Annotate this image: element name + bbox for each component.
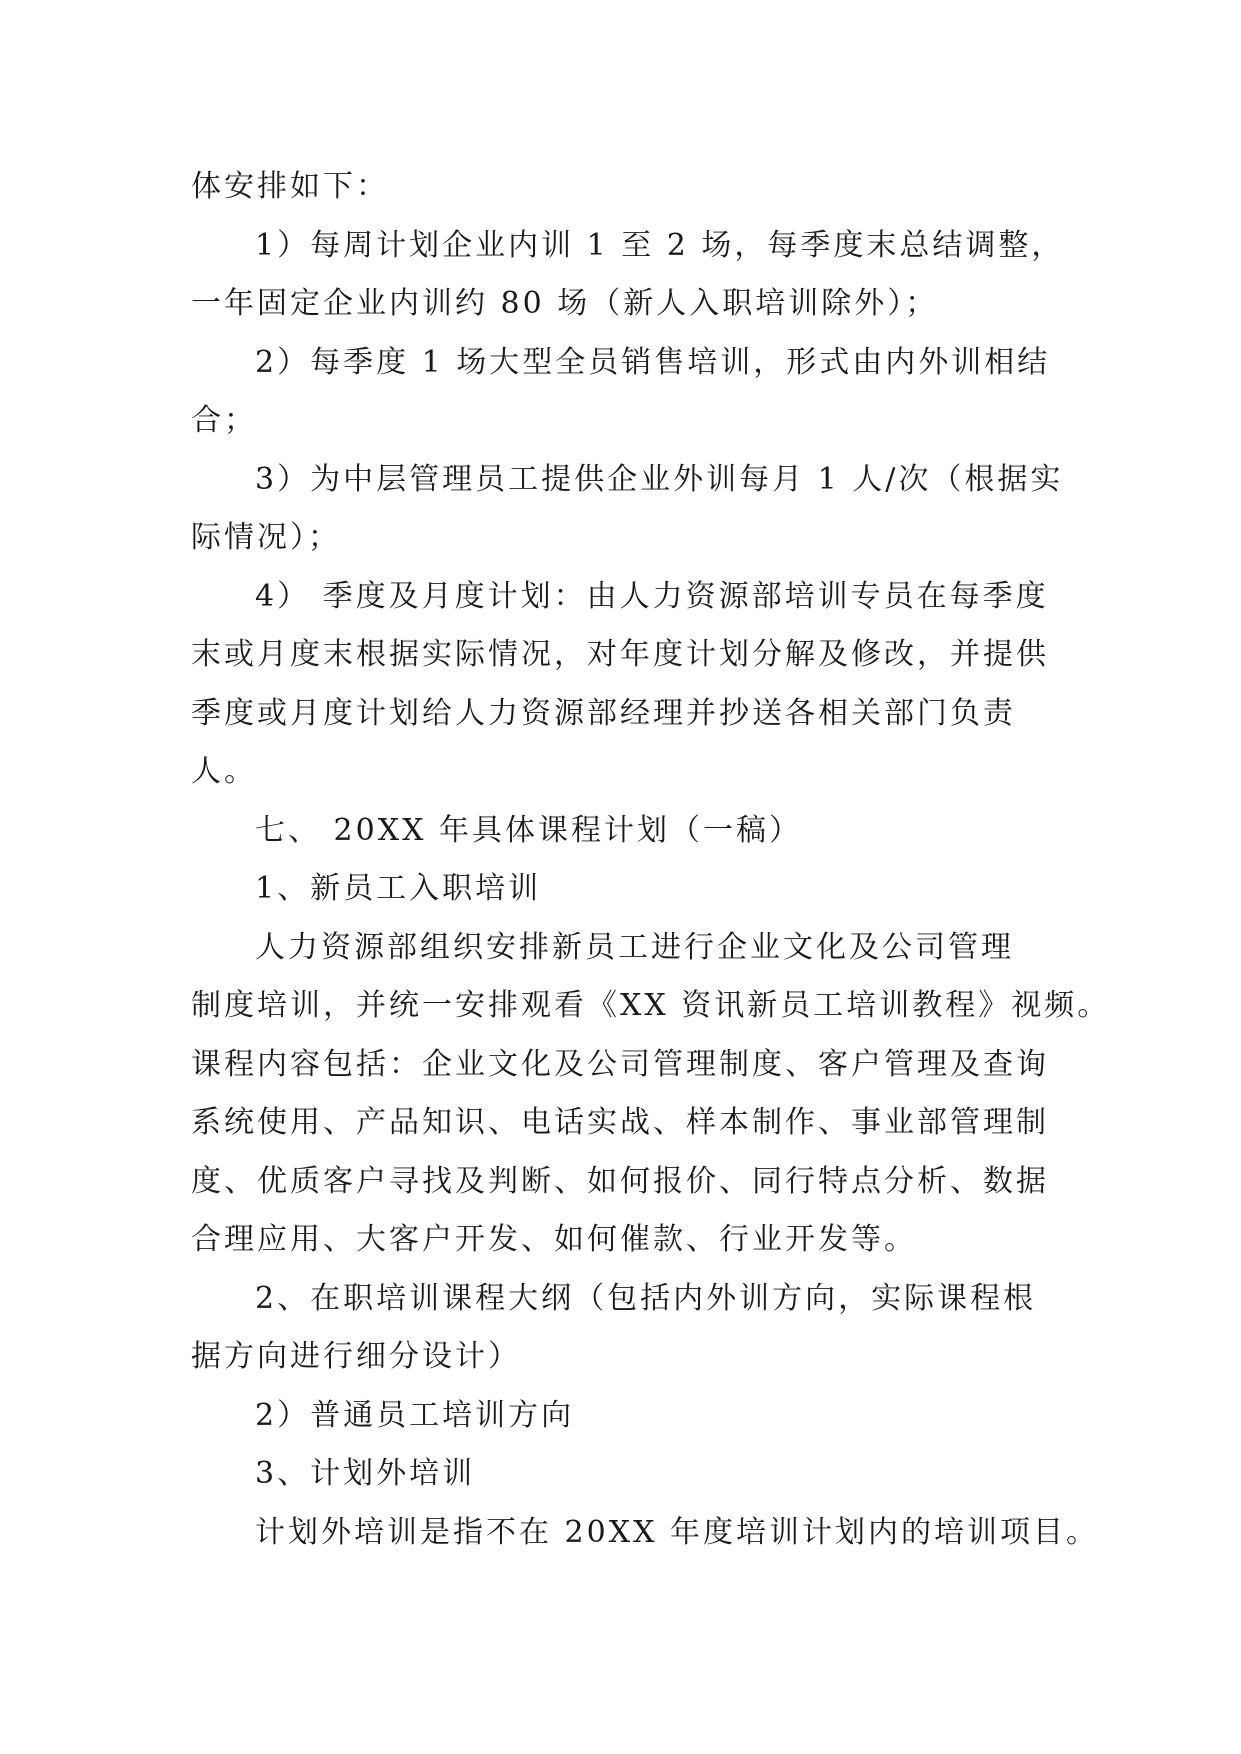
text-line: 制度培训，并统一安排观看《XX 资讯新员工培训教程》视频。 <box>191 988 1111 1023</box>
text-line: 一年固定企业内训约 80 场（新人入职培训除外）； <box>191 286 939 321</box>
text-line: 据方向进行细分设计） <box>191 1339 521 1374</box>
text-line: 体安排如下： <box>191 169 389 204</box>
text-line: 末或月度末根据实际情况，对年度计划分解及修改，并提供 <box>191 637 1049 672</box>
text-line: 际情况）； <box>191 520 341 555</box>
text-line: 计划外培训是指不在 20XX 年度培训计划内的培训项目。 <box>255 1514 1099 1550</box>
document-body <box>191 158 1111 1562</box>
text-line: 人力资源部组织安排新员工进行企业文化及公司管理 <box>255 929 1014 965</box>
text-line: 人。 <box>191 754 257 789</box>
text-line: 季度或月度计划给人力资源部经理并抄送各相关部门负责 <box>191 695 1016 731</box>
text-line: 系统使用、产品知识、电话实战、样本制作、事业部管理制 <box>191 1105 1049 1140</box>
text-line: 合理应用、大客户开发、如何催款、行业开发等。 <box>191 1222 917 1257</box>
text-line: 4） 季度及月度计划：由人力资源部培训专员在每季度 <box>255 578 1049 614</box>
section-heading: 七、 20XX 年具体课程计划（一稿） <box>255 812 802 848</box>
text-line: 2）每季度 1 场大型全员销售培训，形式由内外训相结 <box>255 344 1051 380</box>
text-line: 课程内容包括：企业文化及公司管理制度、客户管理及查询 <box>191 1046 1049 1082</box>
text-line: 度、优质客户寻找及判断、如何报价、同行特点分析、数据 <box>191 1163 1049 1199</box>
subsection-heading: 3、计划外培训 <box>255 1456 476 1491</box>
text-line: 1）每周计划企业内训 1 至 2 场，每季度末总结调整， <box>255 227 1065 263</box>
subsection-heading: 2、在职培训课程大纲（包括内外训方向，实际课程根 <box>255 1280 1037 1316</box>
text-line: 3）为中层管理员工提供企业外训每月 1 人/次（根据实 <box>255 461 1064 497</box>
subsection-heading: 1、新员工入职培训 <box>255 871 542 906</box>
text-line: 合； <box>191 403 257 438</box>
subsection-heading: 2）普通员工培训方向 <box>255 1397 575 1433</box>
